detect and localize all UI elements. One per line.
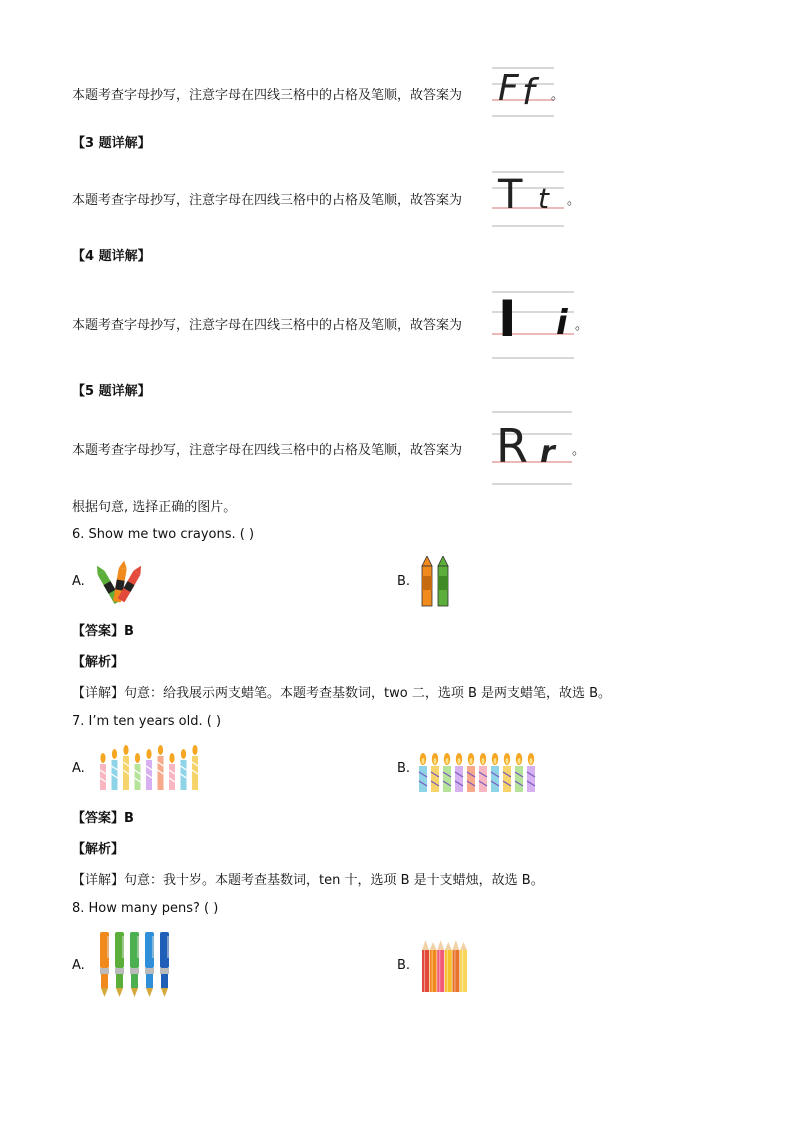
upper-letter: T	[498, 172, 523, 218]
candle	[491, 753, 499, 792]
pencil	[422, 940, 429, 992]
candle	[515, 753, 523, 792]
question-7: 7. I’m ten years old. ( )	[72, 714, 222, 729]
letter-rr-image	[492, 404, 572, 486]
q6-option-a-image[interactable]	[95, 560, 141, 610]
upper-letter: R	[496, 419, 528, 473]
q6-answer: 【答案】B	[72, 624, 134, 639]
q6-option-a-label: A.	[72, 574, 85, 589]
q6-option-b-image[interactable]	[420, 556, 456, 608]
candle	[158, 745, 164, 790]
q8-option-a-label: A.	[72, 958, 85, 973]
letter-tt-image	[492, 162, 564, 230]
lower-letter: f	[522, 72, 535, 113]
q6-option-b-label: B.	[397, 574, 411, 589]
candle	[527, 753, 535, 792]
pen	[100, 932, 109, 997]
detail-header-3: 【3 题详解】	[72, 136, 151, 151]
candle	[169, 753, 175, 790]
q7-option-a-image[interactable]	[96, 742, 206, 790]
q7-answer: 【答案】B	[72, 811, 134, 826]
pencil	[430, 942, 437, 992]
candle	[503, 753, 511, 792]
detail-header-5: 【5 题详解】	[72, 384, 151, 399]
explanation-text: 本题考查字母抄写，注意字母在四线三格中的占格及笔顺，故答案为	[72, 88, 463, 103]
q8-option-b-image[interactable]	[420, 938, 470, 994]
lower-letter: r	[540, 435, 555, 470]
pencil	[452, 940, 459, 992]
q7-option-a-label: A.	[72, 761, 85, 776]
explanation-5: 本题考查字母抄写，注意字母在四线三格中的占格及笔顺，故答案为	[72, 443, 463, 458]
question-8: 8. How many pens? ( )	[72, 901, 219, 916]
detail-header-4: 【4 题详解】	[72, 249, 151, 264]
q7-detail: 【详解】句意：我十岁。本题考查基数词，ten 十，选项 B 是十支蜡烛，故选 B。	[72, 873, 544, 888]
candle	[431, 753, 439, 792]
period: 。	[567, 193, 581, 208]
q6-analysis-header: 【解析】	[72, 655, 125, 670]
letter-ii-image	[492, 278, 574, 360]
q8-option-b-label: B.	[397, 958, 411, 973]
q6-detail: 【详解】句意：给我展示两支蜡笔。本题考查基数词，two 二，选项 B 是两支蜡笔，故选 B。	[72, 686, 612, 701]
pen	[160, 932, 169, 997]
candle	[123, 745, 129, 790]
period: 。	[551, 88, 565, 103]
period: 。	[575, 318, 589, 333]
pencil	[445, 942, 452, 992]
period: 。	[572, 443, 586, 458]
pen	[145, 932, 154, 997]
candle	[443, 753, 451, 792]
q8-option-a-image[interactable]	[97, 930, 173, 998]
candle	[146, 749, 152, 790]
pen	[115, 932, 124, 997]
pen	[130, 932, 139, 997]
section-instruction: 根据句意, 选择正确的图片。	[72, 500, 237, 515]
question-6: 6. Show me two crayons. ( )	[72, 527, 255, 542]
candle	[192, 745, 198, 790]
lower-letter: t	[538, 182, 549, 215]
candle	[135, 753, 141, 790]
candle	[479, 753, 487, 792]
lower-letter: i	[556, 303, 568, 343]
explanation-3: 本题考查字母抄写，注意字母在四线三格中的占格及笔顺，故答案为	[72, 193, 463, 208]
explanation-2	[72, 84, 462, 103]
pencil	[437, 940, 444, 992]
q7-analysis-header: 【解析】	[72, 842, 125, 857]
candle	[100, 753, 106, 790]
q7-option-b-label: B.	[397, 761, 411, 776]
candle	[455, 753, 463, 792]
upper-letter: I	[498, 290, 517, 348]
candle	[112, 749, 118, 790]
explanation-4: 本题考查字母抄写，注意字母在四线三格中的占格及笔顺，故答案为	[72, 318, 463, 333]
candle	[419, 753, 427, 792]
candle	[181, 749, 187, 790]
pencil	[460, 942, 467, 992]
upper-letter: F	[498, 68, 519, 109]
letter-ff-image	[492, 60, 554, 122]
q7-option-b-image[interactable]	[416, 744, 538, 792]
candle	[467, 753, 475, 792]
